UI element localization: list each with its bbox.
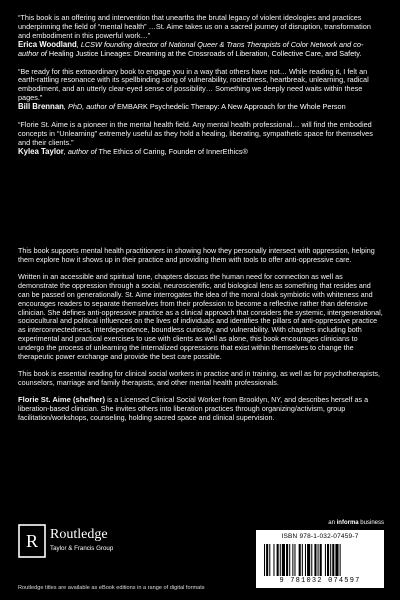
author-bio [18,396,384,423]
publisher-logo [18,524,178,564]
endorsement [18,68,384,113]
endorsement-attribution [18,148,384,157]
publisher-group: Taylor & Francis Group [50,545,114,552]
endorser-role: , author of [63,146,97,156]
endorser-name: Bill Brennan [18,102,64,112]
isbn-barcode-box [256,530,384,588]
endorser-name: Kylea Taylor [18,146,64,156]
publisher-name: Routledge [50,527,108,542]
endorsement-quote: “This book is an offering and intervention that unearths the brutal legacy of violent ideologies and practices underpinning the field of “mental health” …St. Aime takes us on a sacred journey of disruption, transformation and embodiment in this powerful work…” [18,13,371,40]
book-description [18,247,384,431]
endorsement-quote: “Be ready for this extraordinary book to engage you in a way that others have not… While reading it, I felt an earth-rattling resonance with its spellbinding song of vulnerability, rootedness, heartbreak, unlearning, radical embodiment, and an utterly clear-eyed sense of possibility… Something we deeply need waits within these pages.” [18,66,369,103]
description-paragraph: Written in an accessible and spiritual tone, chapters discuss the human need for connection as well as demonstrate the oppression through a social, neuroscientific, and biological lens as something that resides and can be passed on generationally. St. Aime interrogates the idea of the moral cloak symbiotic with whiteness and encourages readers to separate themselves from their profession to become a reflective rather than defensive clinician. She defines anti-oppressive practice as a clinical approach that considers the systemic, intergenerational, sociocultural and political influences on the lives of individuals and identifies the pillars of anti-oppressive practice as interconnectedness, interdependence, boundless curiosity, and vulnerability. With chapters including both experimental and practical exercises to use with clients as well as alone, this book encourages clinicians to undergo the process of unlearning the internalized oppressions that exist within themselves to change the therapeutic power exchange and provide the best care possible. [18,272,383,361]
informa-brand: informa [336,520,359,526]
cover-footer [18,520,384,590]
svg-text:R: R [25,531,39,551]
isbn-number: ISBN 978-1-032-07459-7 [281,533,359,540]
endorsements [18,14,384,166]
barcode-digits: 9 781032 074597 [279,577,361,585]
author-name: Florie St. Aime (she/her) [18,395,106,405]
endorser-detail: EMBARK Psychedelic Therapy: A New Approach for the Whole Person [115,102,346,112]
routledge-logo-icon [18,524,46,558]
endorsement-attribution [18,103,384,112]
endorser-role: , PhD, author of [63,102,116,112]
description-paragraph: This book is essential reading for clinical social workers in practice and in training, as well as for psychotherapists, counselors, marriage and family therapists, and other mental health professionals. [18,369,380,387]
author-bio-text: is a Licensed Clinical Social Worker from Brooklyn, NY, and describes herself as a liberation-based clinician. She invites others into liberation practices through organizing/activism, group facilitation/workshops, counseling, holding sacred space and clinical supervision. [18,395,369,422]
informa-business-label [328,520,384,526]
endorsement [18,121,384,157]
endorsement [18,14,384,59]
endorsement-quote: “Florie St. Aime is a pioneer in the mental health field. Any mental health professional… will find the embodied concepts in “Unlearning” extremely useful as they hold a healing, liberating, sympathetic space for themselves and their clients.” [18,120,373,147]
informa-prefix: an [328,520,337,526]
ebook-availability-note: Routledge titles are available as eBook editions in a range of digital formats [18,585,205,591]
endorser-detail: Healing Justice Lineages: Dreaming at the Crossroads of Liberation, Collective Care, and Safety. [46,48,362,58]
description-paragraph: This book supports mental health practitioners in showing how they personally intersect with oppression, helping them explore how it shows up in their practice and providing them with tools to offer anti-oppressive care. [18,246,375,264]
informa-suffix: business [358,520,384,526]
endorser-name: Erica Woodland [18,39,77,49]
endorser-role: , LCSW founding director of National Queer & Trans Therapists of Color Network and co-author of [18,39,364,58]
barcode-icon [262,544,378,576]
endorser-detail: The Ethics of Caring, Founder of InnerEthics® [96,146,248,156]
endorsement-attribution [18,41,384,59]
